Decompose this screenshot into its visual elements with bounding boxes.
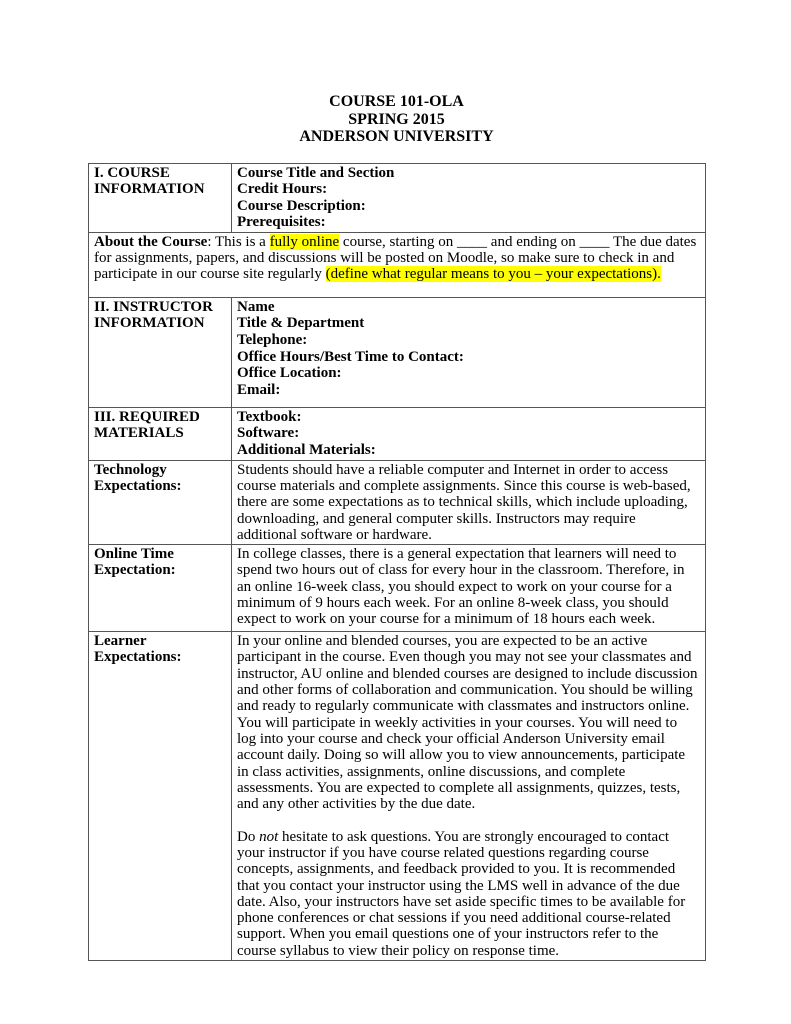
section-label-required-materials: III. REQUIRED MATERIALS [89,407,232,460]
syllabus-table [88,163,706,962]
row-learner-expectations [89,632,706,961]
field-additional-materials: Additional Materials: [237,442,376,459]
section-label-course-information: I. COURSE INFORMATION [89,163,232,232]
field-course-description: Course Description: [237,197,366,214]
paragraph-2-rest: hesitate to ask questions. You are strongly encouraged to contact your instructor if you have course related questions regarding course concepts, assignments, and feedback provided to you. It is recommended that you contact your instructor using the LMS well in advance of the due date. Also, your instructors have set aside specific times to be available for phone conferences or chat sessions if you need additional course-related support. When you email questions one of your instructors refer to the course syllabus to view their policy on response time. [237,828,686,959]
online-time-expectation-text: In college classes, there is a general expectation that learners will need to spend two hours out of class for every hour in the classroom. Therefore, in an online 16-week class, you should expect to work on your course for a minimum of 9 hours each week. For an online 8-week class, you should expect to work on your course for a minimum of 18 hours each week. [237,546,685,628]
document-title [88,0,705,146]
row-about-course [89,232,706,297]
field-title-department: Title & Department [237,315,365,332]
row-online-time-expectation [89,545,706,632]
title-line-course: COURSE 101-OLA [329,93,464,110]
emphasis-not: not [259,828,279,845]
technology-expectations-cell [232,460,706,544]
field-credit-hours: Credit Hours: [237,181,328,198]
row-instructor-information [89,297,706,407]
about-course-lead: About the Course [94,233,208,250]
online-time-expectation-cell [232,545,706,632]
row-course-information [89,163,706,232]
row-technology-expectations [89,460,706,544]
section-label-instructor-information: II. INSTRUCTOR INFORMATION [89,297,232,407]
field-course-title-and-section: Course Title and Section [237,164,395,181]
row-required-materials [89,407,706,460]
about-highlight-fully-online: fully online [269,233,340,250]
field-prerequisites: Prerequisites: [237,214,326,231]
field-software: Software: [237,425,300,442]
field-office-hours: Office Hours/Best Time to Contact: [237,348,464,365]
field-name: Name [237,298,275,315]
about-course-text-2: course, starting on ____ and ending on ____ The due dates for assignments, papers, and discussions will be posted on Moodle, so make sure to check in and participate in our course site regularly [94,233,697,283]
about-highlight-expectations: (define what regular means to you – your expectations). [325,266,661,283]
learner-expectations-paragraph-2 [237,829,699,959]
required-materials-fields [232,407,706,460]
section-label-online-time-expectation: Online Time Expectation: [89,545,232,632]
technology-expectations-text: Students should have a reliable computer and Internet in order to access course materials and complete assignments. Since this course is web-based, there are some expectations as to technical skills, which include uploading, downloading, and general computer skills. Instructors may require additional software or hardware. [237,461,691,543]
about-course-cell [89,232,706,297]
course-information-fields [232,163,706,232]
learner-expectations-cell [232,632,706,961]
field-textbook: Textbook: [237,408,302,425]
field-office-location: Office Location: [237,365,342,382]
field-telephone: Telephone: [237,332,308,349]
instructor-information-fields [232,297,706,407]
section-label-technology-expectations: Technology Expectations: [89,460,232,544]
learner-expectations-paragraph-1: In your online and blended courses, you are expected to be an active participant in the course. Even though you may not see your classmates and instructor, AU online and blended courses are designed to include discussion and other forms of collaboration and communication. You should be willing and ready to regularly communicate with classmates and instructors online. You will participate in weekly activities in your courses. You will need to log into your course and check your official Anderson University email account daily. Doing so will allow you to view announcements, participate in class activities, assignments, online discussions, and complete assessments. You are expected to complete all assignments, quizzes, tests, and any other activities by the due date. [237,633,698,813]
section-label-learner-expectations: Learner Expectations: [89,632,232,961]
title-line-term: SPRING 2015 [348,110,445,128]
field-email: Email: [237,381,281,398]
title-line-university: ANDERSON UNIVERSITY [299,128,494,145]
paragraph-2-lead: Do [237,828,260,845]
about-course-text-1: : This is a [207,233,270,250]
